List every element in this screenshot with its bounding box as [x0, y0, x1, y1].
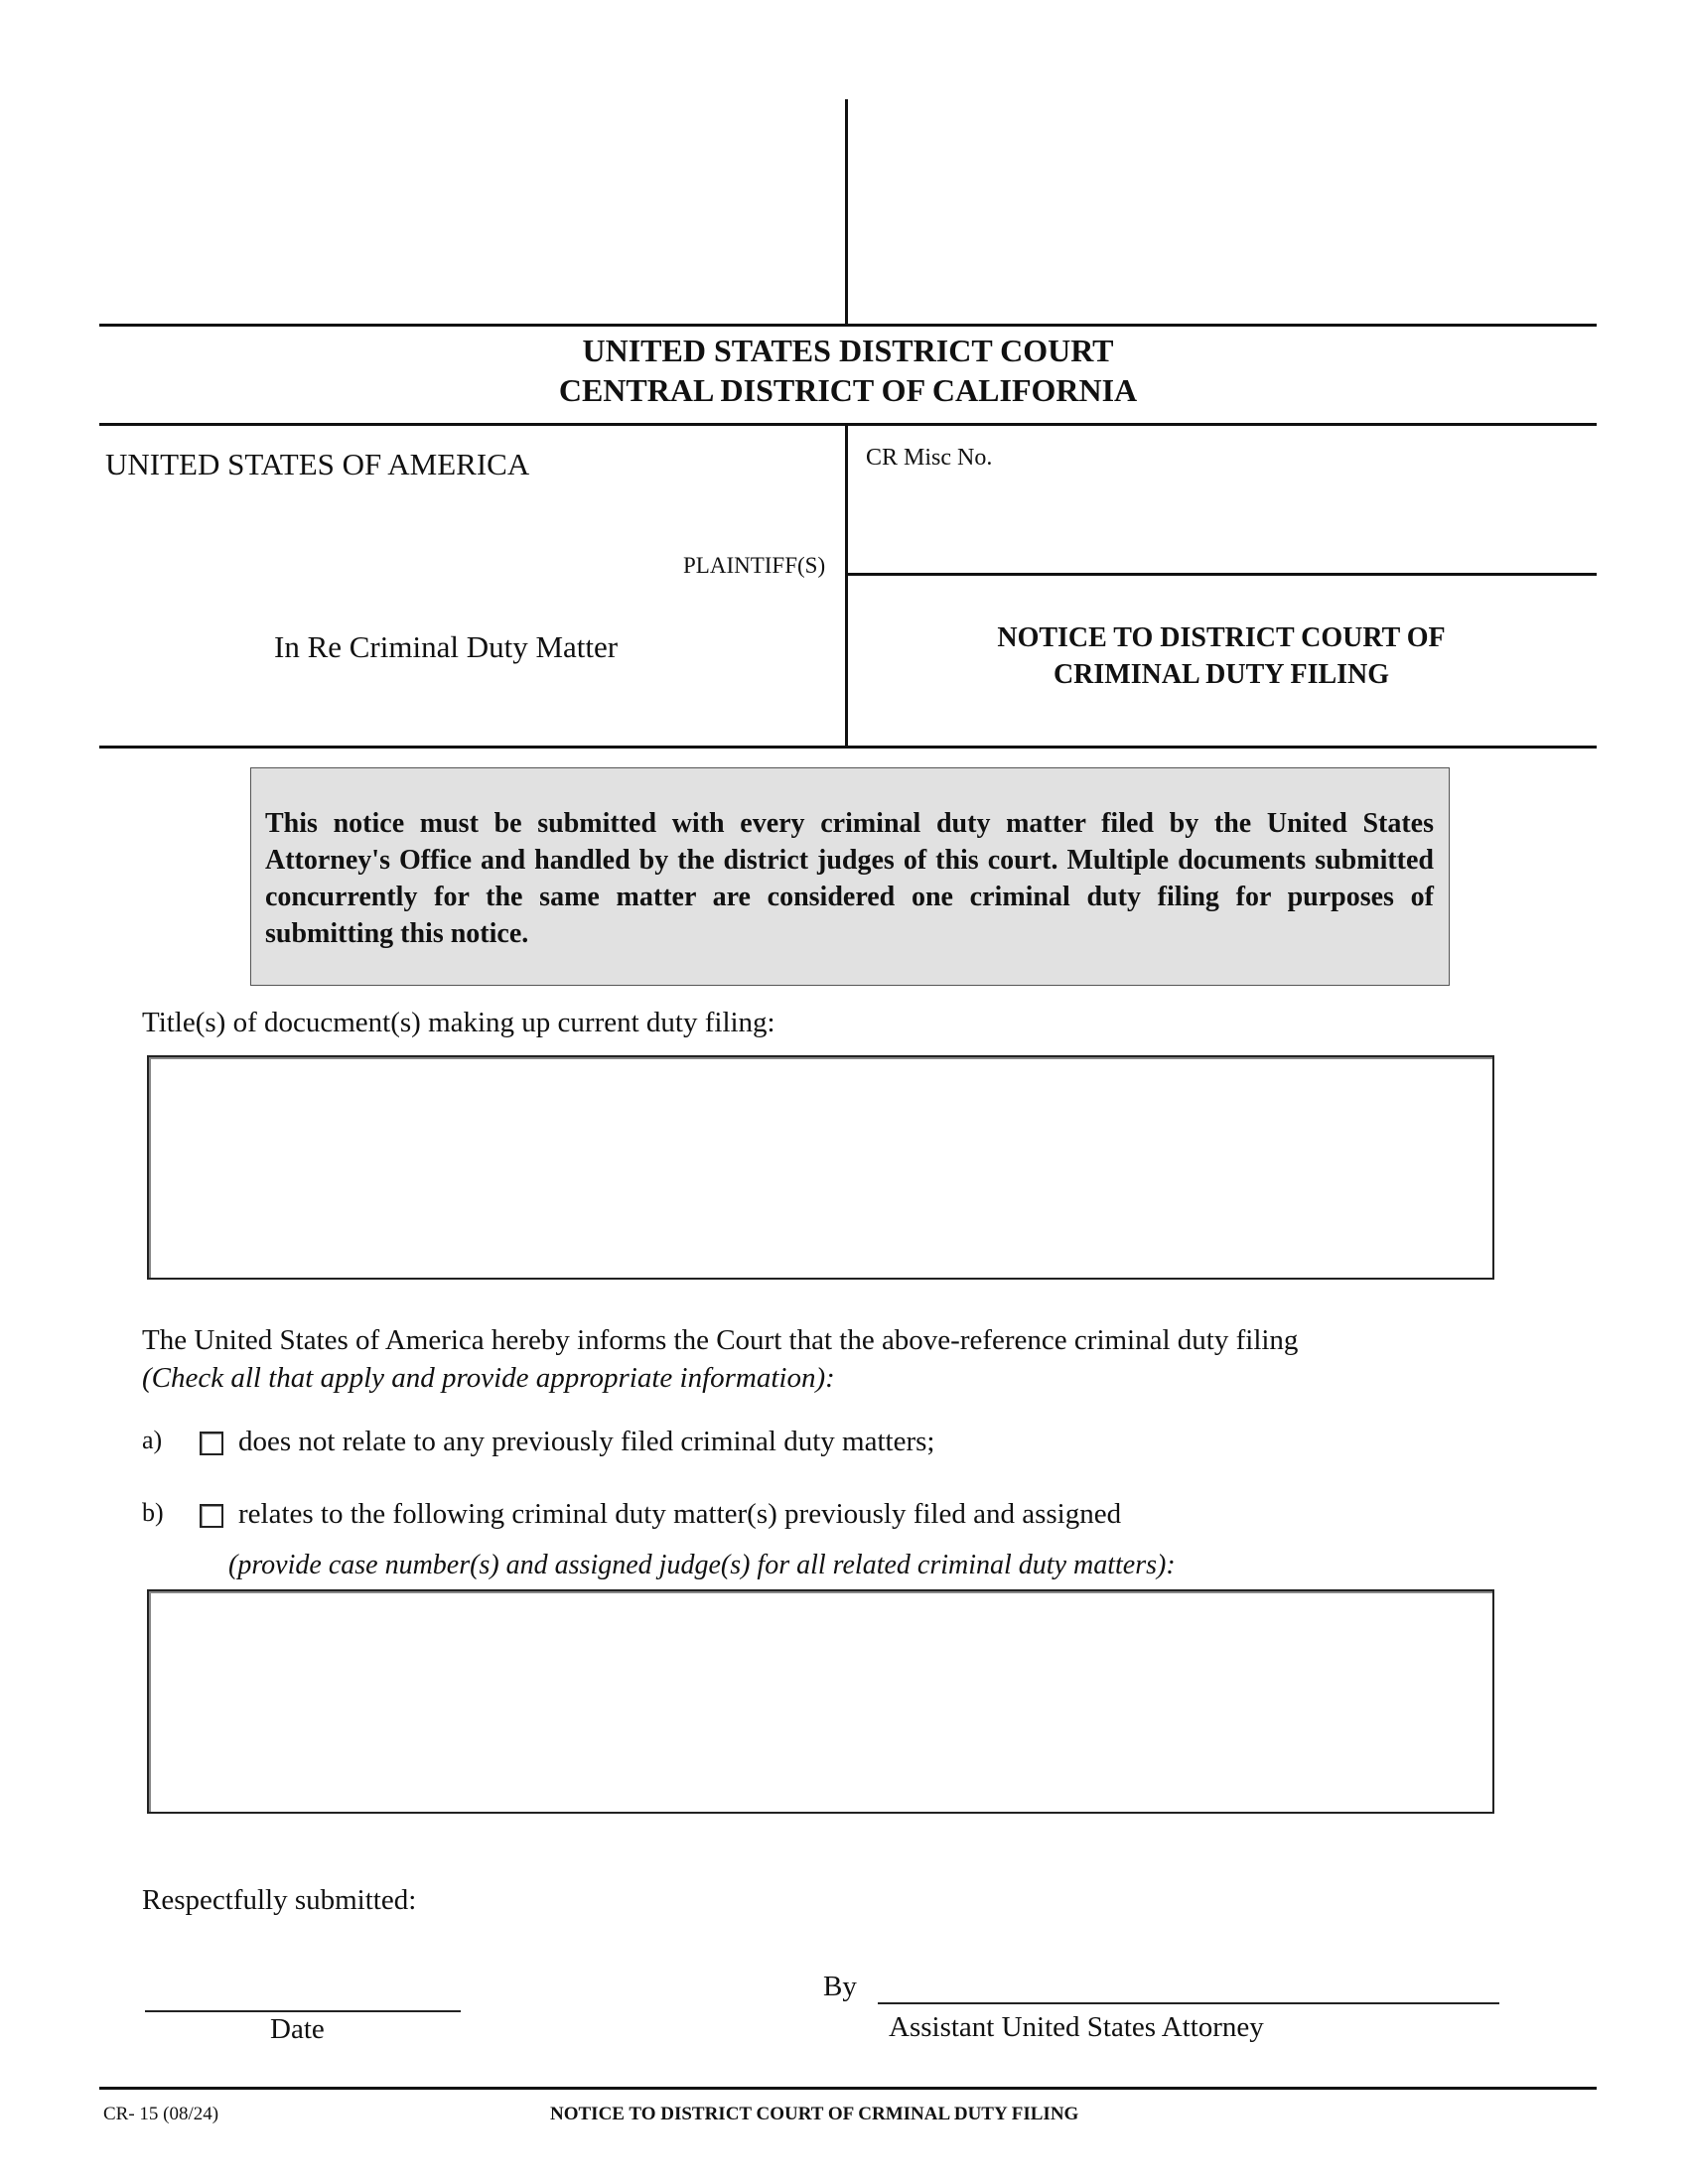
court-name-line1: UNITED STATES DISTRICT COURT	[582, 333, 1114, 368]
footer-rule	[99, 2087, 1597, 2090]
court-name-line2: CENTRAL DISTRICT OF CALIFORNIA	[558, 372, 1138, 408]
respectfully-submitted: Respectfully submitted:	[142, 1884, 417, 1916]
attorney-label: Assistant United States Attorney	[889, 2011, 1264, 2043]
option-a-checkbox[interactable]	[200, 1432, 223, 1455]
matter-title: In Re Criminal Duty Matter	[274, 629, 619, 664]
top-divider-vertical	[845, 99, 848, 324]
caption-rule-mid-right	[847, 573, 1597, 576]
option-b-instruction: (provide case number(s) and assigned judge(s) for all related criminal duty matters):	[228, 1550, 1176, 1580]
document-title	[953, 619, 1489, 693]
caption-rule-top	[99, 423, 1597, 426]
header-rule-top	[99, 324, 1597, 327]
case-number-label: CR Misc No.	[866, 445, 993, 471]
plaintiff-label: PLAINTIFF(S)	[683, 553, 826, 578]
caption-rule-bottom	[99, 746, 1597, 749]
option-a-label: does not relate to any previously filed criminal duty matters;	[238, 1426, 935, 1457]
option-b-checkbox[interactable]	[200, 1504, 223, 1528]
caption-divider-vertical	[845, 423, 848, 746]
informs-statement: The United States of America hereby informs the Court that the above-reference criminal duty filing	[142, 1324, 1299, 1356]
titles-label: Title(s) of docucment(s) making up current duty filing:	[142, 1007, 775, 1038]
date-signature-line[interactable]	[145, 2010, 461, 2012]
titles-input[interactable]	[147, 1055, 1494, 1280]
document-title-line1: NOTICE TO DISTRICT COURT OF	[997, 622, 1446, 653]
informs-instruction: (Check all that apply and provide appropriate information):	[142, 1362, 835, 1394]
date-label: Date	[270, 2013, 325, 2045]
option-b-letter: b)	[142, 1498, 164, 1527]
court-name	[99, 331, 1597, 410]
notice-instruction-box: This notice must be submitted with every criminal duty matter filed by the United States Attorney's Office and handled by the district judges of this court. Multiple documents submitted concurrently for the same matter are considered one criminal duty filing for purposes of submitting this notice.	[250, 767, 1450, 986]
document-title-line2: CRIMINAL DUTY FILING	[1053, 659, 1390, 690]
form-id: CR- 15 (08/24)	[103, 2104, 219, 2124]
related-matters-input[interactable]	[147, 1589, 1494, 1814]
plaintiff-name: UNITED STATES OF AMERICA	[105, 447, 530, 481]
by-label: By	[823, 1971, 857, 2002]
option-b-label: relates to the following criminal duty matter(s) previously filed and assigned	[238, 1498, 1122, 1530]
option-a-letter: a)	[142, 1426, 163, 1454]
attorney-signature-line[interactable]	[878, 2002, 1499, 2004]
footer-title: NOTICE TO DISTRICT COURT OF CRMINAL DUTY FILING	[550, 2104, 1079, 2124]
